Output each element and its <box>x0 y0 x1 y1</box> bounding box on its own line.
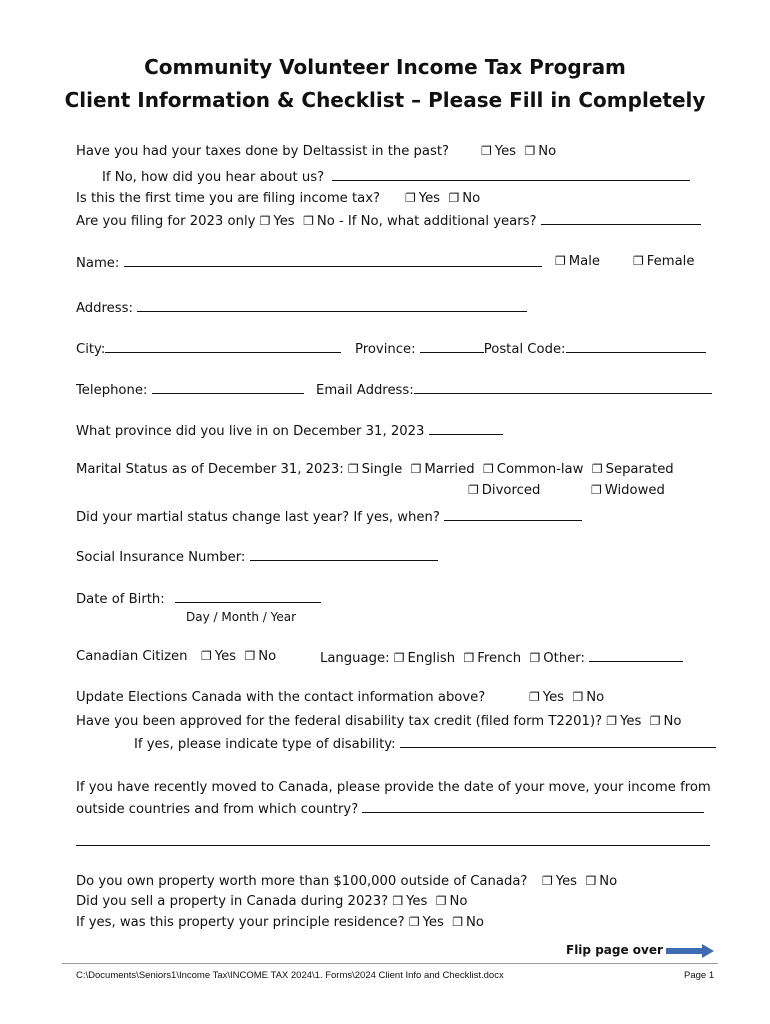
label-yes: Yes <box>406 894 428 909</box>
label-yes: Yes <box>542 690 565 705</box>
address-label: Address: <box>76 301 133 316</box>
checkbox-sold-yes[interactable]: ❐ <box>392 894 404 908</box>
checkbox-elections-no[interactable]: ❐ <box>572 690 584 704</box>
moved-field[interactable] <box>362 800 704 813</box>
hear-about-field[interactable] <box>332 168 690 181</box>
checkbox-disability-yes[interactable]: ❐ <box>606 714 618 728</box>
checkbox-married[interactable]: ❐ <box>410 462 422 476</box>
question-sold-property: Did you sell a property in Canada during 2023? <box>76 894 389 909</box>
province-field[interactable] <box>420 340 484 353</box>
footer-file-path: C:\Documents\Seniors1\Income Tax\INCOME TAX 2024\1. Forms\2024 Client Info and Checklist.docx <box>76 970 504 981</box>
checkbox-citizen-no[interactable]: ❐ <box>244 649 256 663</box>
address-field[interactable] <box>137 299 527 312</box>
dob-label: Date of Birth: <box>76 592 165 607</box>
question-disability: Have you been approved for the federal disability tax credit (filed form T2201)? <box>76 714 603 729</box>
label-no: No <box>599 874 618 889</box>
name-field[interactable] <box>124 254 542 267</box>
checkbox-principal-yes[interactable]: ❐ <box>408 915 420 929</box>
label-additional-years: No - If No, what additional years? <box>316 214 537 229</box>
label-other: Other: <box>543 651 585 666</box>
postal-label: Postal Code: <box>483 342 566 357</box>
label-yes: Yes <box>422 915 444 930</box>
form-title-line1: Community Volunteer Income Tax Program <box>144 55 626 79</box>
question-disability-type: If yes, please indicate type of disability: <box>134 737 396 752</box>
label-yes: Yes <box>555 874 578 889</box>
checkbox-elections-yes[interactable]: ❐ <box>529 690 540 704</box>
moved-field-line2[interactable] <box>76 845 710 846</box>
telephone-label: Telephone: <box>76 383 148 398</box>
checkbox-deltassist-yes[interactable]: ❐ <box>481 144 492 158</box>
label-english: English <box>407 651 456 666</box>
question-moved-line1: If you have recently moved to Canada, please provide the date of your move, your income from <box>76 780 711 795</box>
question-moved-line2: outside countries and from which country? <box>76 802 359 817</box>
footer-rule <box>62 963 718 964</box>
question-principal-residence: If yes, was this property your principle residence? <box>76 915 405 930</box>
question-first-time: Is this the first time you are filing income tax? <box>76 191 381 206</box>
label-female: Female <box>646 254 695 269</box>
label-male: Male <box>568 254 601 269</box>
label-yes: Yes <box>273 214 295 229</box>
checkbox-2023-yes[interactable]: ❐ <box>259 214 271 228</box>
label-yes: Yes <box>214 649 237 664</box>
label-no: No <box>538 144 557 159</box>
arrow-right-icon <box>666 944 714 958</box>
city-field[interactable] <box>105 340 341 353</box>
checkbox-foreign-no[interactable]: ❐ <box>585 874 597 888</box>
form-title-line2: Client Information & Checklist – Please Fill in Completely <box>64 88 706 112</box>
label-separated: Separated <box>605 462 674 477</box>
label-no: No <box>663 714 682 729</box>
dob-field[interactable] <box>175 590 321 603</box>
question-hear-about: If No, how did you hear about us? <box>102 170 325 185</box>
checkbox-principal-no[interactable]: ❐ <box>452 915 464 929</box>
telephone-field[interactable] <box>152 381 304 394</box>
label-common-law: Common-law <box>496 462 584 477</box>
checkbox-foreign-yes[interactable]: ❐ <box>542 874 553 888</box>
checkbox-2023-no[interactable]: ❐ <box>303 214 314 228</box>
label-no: No <box>258 649 277 664</box>
checkbox-separated[interactable]: ❐ <box>591 462 603 476</box>
sin-label: Social Insurance Number: <box>76 550 246 565</box>
question-province-dec31: What province did you live in on December 31, 2023 <box>76 424 425 439</box>
name-label: Name: <box>76 256 120 271</box>
disability-type-field[interactable] <box>400 735 716 748</box>
checkbox-single[interactable]: ❐ <box>347 462 359 476</box>
label-no: No <box>466 915 484 930</box>
label-yes: Yes <box>620 714 642 729</box>
label-single: Single <box>361 462 403 477</box>
label-yes: Yes <box>494 144 517 159</box>
checkbox-other[interactable]: ❐ <box>529 651 541 665</box>
page-number: Page 1 <box>684 970 715 981</box>
label-no: No <box>462 191 481 206</box>
checkbox-sold-no[interactable]: ❐ <box>435 894 447 908</box>
label-no: No <box>586 690 605 705</box>
label-divorced: Divorced <box>481 483 541 498</box>
checkbox-english[interactable]: ❐ <box>393 651 405 665</box>
province-label: Province: <box>355 342 416 357</box>
checkbox-male[interactable]: ❐ <box>555 254 566 268</box>
email-field[interactable] <box>414 381 712 394</box>
dob-hint: Day / Month / Year <box>186 610 297 624</box>
marital-status-label: Marital Status as of December 31, 2023: <box>76 462 344 477</box>
label-married: Married <box>424 462 475 477</box>
checkbox-divorced[interactable]: ❐ <box>468 483 479 497</box>
question-2023-only: Are you filing for 2023 only <box>76 214 256 229</box>
checkbox-citizen-yes[interactable]: ❐ <box>201 649 212 663</box>
label-yes: Yes <box>418 191 441 206</box>
question-elections: Update Elections Canada with the contact information above? <box>76 690 486 705</box>
label-no: No <box>449 894 468 909</box>
other-language-field[interactable] <box>589 649 683 662</box>
citizen-label: Canadian Citizen <box>76 649 188 664</box>
question-deltassist: Have you had your taxes done by Deltassist in the past? <box>76 144 450 159</box>
sin-field[interactable] <box>250 548 438 561</box>
email-label: Email Address: <box>316 383 414 398</box>
province-dec31-field[interactable] <box>429 422 503 435</box>
question-foreign-property: Do you own property worth more than $100,000 outside of Canada? <box>76 874 528 889</box>
marital-change-field[interactable] <box>444 508 582 521</box>
checkbox-first-time-no[interactable]: ❐ <box>448 191 460 205</box>
checkbox-widowed[interactable]: ❐ <box>591 483 602 497</box>
checkbox-deltassist-no[interactable]: ❐ <box>524 144 536 158</box>
additional-years-field[interactable] <box>541 212 701 225</box>
question-marital-change: Did your martial status change last year? If yes, when? <box>76 510 440 525</box>
city-label: City: <box>76 342 106 357</box>
flip-page-text: Flip page over <box>566 943 663 957</box>
checkbox-common-law[interactable]: ❐ <box>482 462 494 476</box>
language-label: Language: <box>320 651 390 666</box>
checkbox-first-time-yes[interactable]: ❐ <box>405 191 416 205</box>
label-widowed: Widowed <box>604 483 665 498</box>
label-french: French <box>477 651 522 666</box>
checkbox-french[interactable]: ❐ <box>463 651 475 665</box>
postal-code-field[interactable] <box>566 340 706 353</box>
checkbox-female[interactable]: ❐ <box>633 254 644 268</box>
checkbox-disability-no[interactable]: ❐ <box>649 714 661 728</box>
